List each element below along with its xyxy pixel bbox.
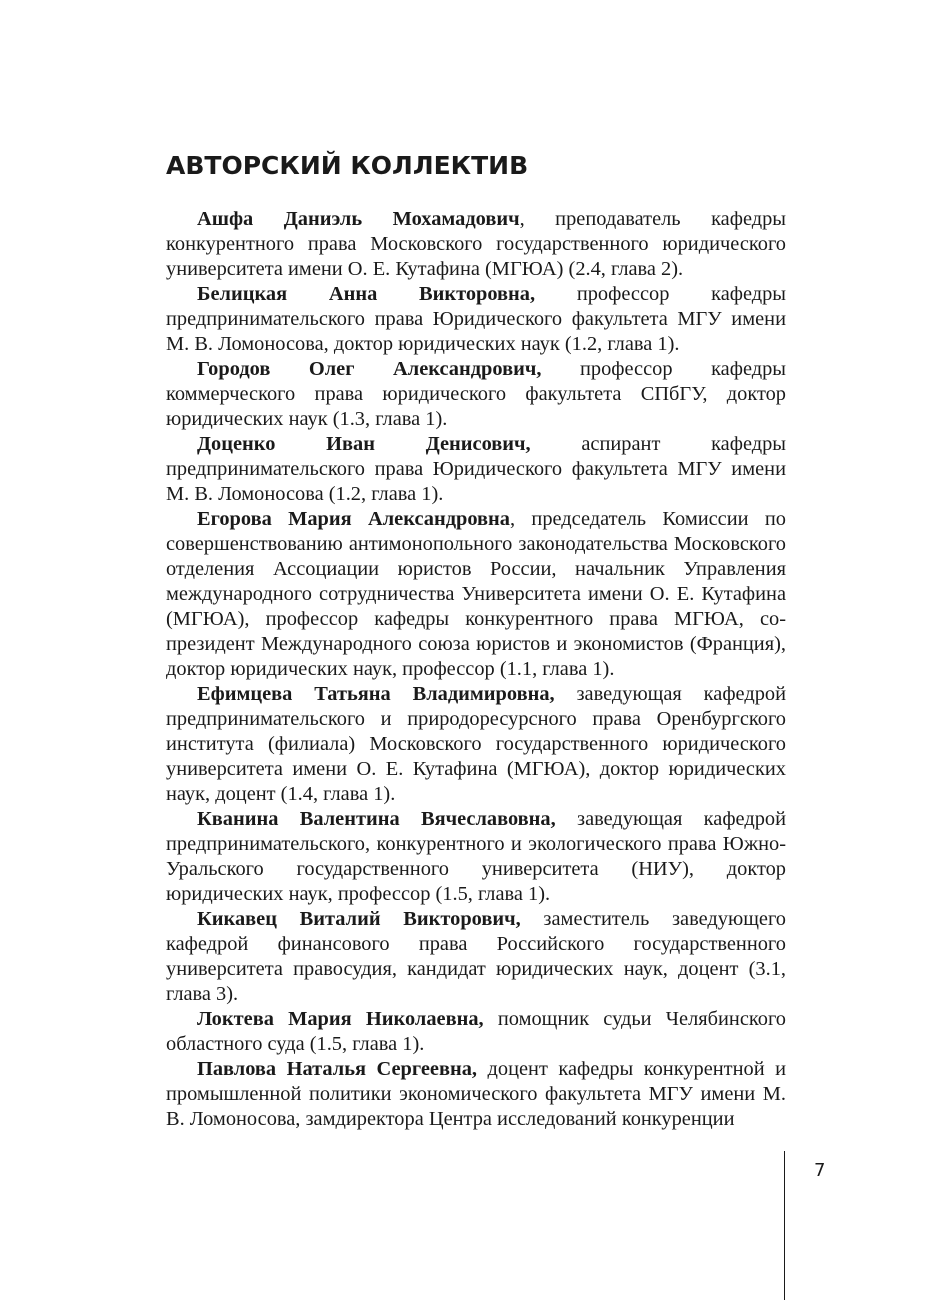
author-name: Кикавец Виталий Викторович, xyxy=(197,908,521,930)
folio-divider-line xyxy=(784,1151,785,1300)
author-entry xyxy=(166,907,786,1007)
author-description: заведующая кафедрой предпринимательского, конкурентного и экологического права Южно-Уральского государственного университета (НИУ), доктор юридических наук, профессор (1.5, глава 1). xyxy=(166,808,786,905)
author-name: Локтева Мария Николаевна, xyxy=(197,1008,484,1030)
author-description: , председатель Комиссии по совершенствованию антимонопольного законодательства Московского отделения Ассоциации юристов России, начальник Управления международного сотрудничества Университета имени О. Е. Кутафина (МГЮА), профессор кафедры конкурентного права МГЮА, со-президент Международного союза юристов и экономистов (Франция), доктор юридических наук, профессор (1.1, глава 1). xyxy=(166,508,786,680)
author-entry xyxy=(166,357,786,432)
author-name: Белицкая Анна Викторовна, xyxy=(197,283,536,305)
author-list xyxy=(166,207,786,1132)
page-number: 7 xyxy=(814,1160,826,1181)
author-description: , преподаватель кафедры конкурентного права Московского государственного юридического университета имени О. Е. Кутафина (МГЮА) (2.4, глава 2). xyxy=(166,208,786,280)
author-name: Кванина Валентина Вячеславовна, xyxy=(197,808,556,830)
author-description: заместитель заведующего кафедрой финансового права Российского государственного университета правосудия, кандидат юридических наук, доцент (3.1, глава 3). xyxy=(166,908,787,1005)
author-name: Городов Олег Александрович, xyxy=(197,358,542,380)
author-name: Павлова Наталья Сергеевна, xyxy=(197,1058,478,1080)
author-entry xyxy=(166,432,786,507)
author-entry xyxy=(166,1007,786,1057)
author-name: Егорова Мария Александровна xyxy=(197,508,510,530)
author-entry xyxy=(166,1057,786,1132)
author-description: профессор кафедры коммерческого права юридического факультета СПбГУ, доктор юридических наук (1.3, глава 1). xyxy=(166,358,786,430)
author-name: Доценко Иван Денисович, xyxy=(197,433,531,455)
author-entry xyxy=(166,807,786,907)
author-name: Ашфа Даниэль Мохамадович xyxy=(197,208,520,230)
author-entry xyxy=(166,207,786,282)
author-description: аспирант кафедры предпринимательского права Юридического факультета МГУ имени М. В. Ломоносова (1.2, глава 1). xyxy=(166,433,786,505)
author-description: профессор кафедры предпринимательского права Юридического факультета МГУ имени М. В. Ломоносова, доктор юридических наук (1.2, глава 1). xyxy=(166,283,787,355)
author-entry xyxy=(166,282,786,357)
author-entry xyxy=(166,507,786,682)
author-entry xyxy=(166,682,786,807)
author-name: Ефимцева Татьяна Владимировна, xyxy=(197,683,555,705)
section-heading: АВТОРСКИЙ КОЛЛЕКТИВ xyxy=(166,151,529,180)
author-description: заведующая кафедрой предпринимательского и природоресурсного права Оренбургского института (филиала) Московского государственного юридического университета имени О. Е. Кутафина (МГЮА), доктор юридических наук, доцент (1.4, глава 1). xyxy=(166,683,786,805)
author-description: помощник судьи Челябинского областного суда (1.5, глава 1). xyxy=(166,1008,787,1055)
author-description: доцент кафедры конкурентной и промышленной политики экономического факультета МГУ имени М. В. Ломоносова, замдиректора Центра исследований конкуренции xyxy=(166,1058,787,1130)
